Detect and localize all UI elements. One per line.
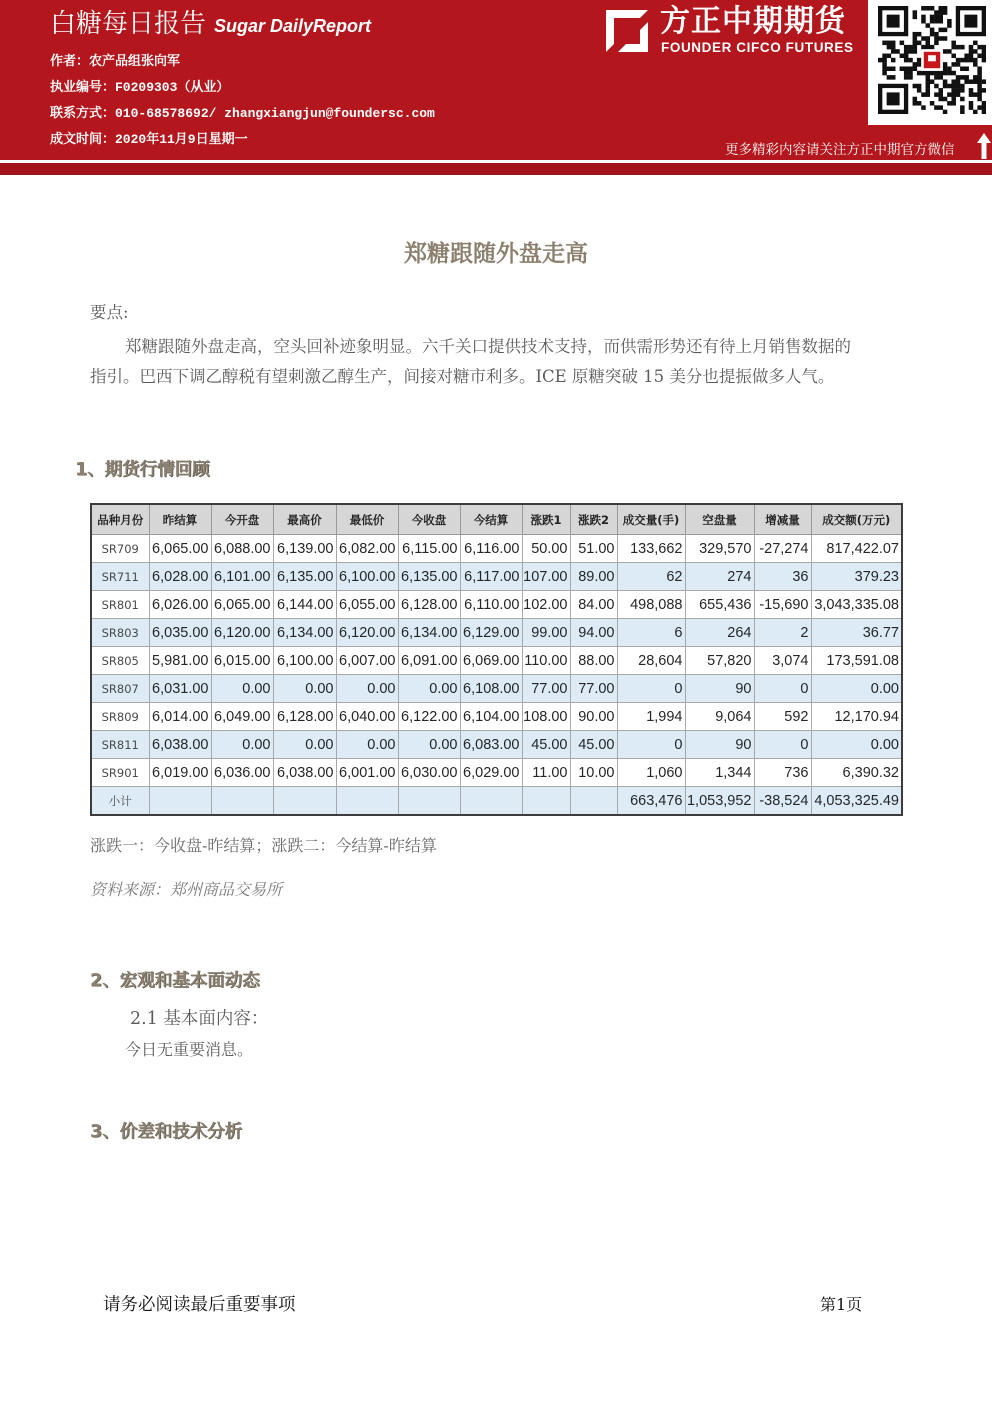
report-title-cn: 白糖每日报告 <box>50 9 207 39</box>
table-cell: 6,100.00 <box>336 563 398 591</box>
table-cell: 0.00 <box>211 731 273 759</box>
subtotal-cell <box>570 787 617 816</box>
table-row <box>91 675 902 703</box>
column-header: 增减量 <box>754 504 811 535</box>
table-cell: 6,035.00 <box>149 619 211 647</box>
table-cell: 6,029.00 <box>460 759 522 787</box>
table-cell: 1,994 <box>617 703 685 731</box>
column-header: 昨结算 <box>149 504 211 535</box>
table-cell: 0.00 <box>211 675 273 703</box>
keypoints-line-2: 指引。巴西下调乙醇税有望刺激乙醇生产，间接对糖市利多。ICE 原糖突破 15 美分也提振做多人气。 <box>90 367 835 386</box>
contract-cell: SR711 <box>91 563 149 591</box>
section-2-1-title: 2.1 基本面内容： <box>130 1009 269 1029</box>
table-cell: 94.00 <box>570 619 617 647</box>
table-cell: 36 <box>754 563 811 591</box>
footer-disclaimer: 请务必阅读最后重要事项 <box>103 1295 296 1315</box>
table-cell: 6,101.00 <box>211 563 273 591</box>
subtotal-cell: 4,053,325.49 <box>811 787 902 816</box>
table-cell: 6,108.00 <box>460 675 522 703</box>
column-header: 今结算 <box>460 504 522 535</box>
table-cell: 6,122.00 <box>398 703 460 731</box>
table-cell: 6,390.32 <box>811 759 902 787</box>
table-cell: -27,274 <box>754 535 811 563</box>
table-cell: 6,007.00 <box>336 647 398 675</box>
table-cell: 77.00 <box>570 675 617 703</box>
column-header: 成交额(万元) <box>811 504 902 535</box>
table-cell: 6,001.00 <box>336 759 398 787</box>
subtotal-label: 小计 <box>91 787 149 816</box>
column-header: 今收盘 <box>398 504 460 535</box>
futures-quote-table <box>90 503 903 816</box>
table-cell: 89.00 <box>570 563 617 591</box>
table-cell: 6,082.00 <box>336 535 398 563</box>
table-cell: 36.77 <box>811 619 902 647</box>
subtotal-cell <box>460 787 522 816</box>
table-cell: 6,065.00 <box>149 535 211 563</box>
table-cell: 6 <box>617 619 685 647</box>
contract-cell: SR801 <box>91 591 149 619</box>
contract-cell: SR803 <box>91 619 149 647</box>
table-cell: 6,134.00 <box>398 619 460 647</box>
column-header: 今开盘 <box>211 504 273 535</box>
table-cell: -15,690 <box>754 591 811 619</box>
table-cell: 6,019.00 <box>149 759 211 787</box>
founder-logo-icon <box>603 7 651 55</box>
arrow-up-icon <box>976 132 992 160</box>
contact-line: 联系方式：010-68578692/ zhangxiangjun@foundersc.com <box>50 106 435 121</box>
table-cell: 379.23 <box>811 563 902 591</box>
wechat-follow-note: 更多精彩内容请关注方正中期官方微信 <box>725 142 955 158</box>
table-cell: 3,074 <box>754 647 811 675</box>
subtotal-cell <box>211 787 273 816</box>
table-cell: 736 <box>754 759 811 787</box>
section-2-1-body: 今日无重要消息。 <box>125 1040 254 1059</box>
table-cell: 6,135.00 <box>398 563 460 591</box>
table-cell: 45.00 <box>522 731 570 759</box>
table-cell: 264 <box>685 619 754 647</box>
qr-code-icon <box>878 6 986 114</box>
table-cell: 6,015.00 <box>211 647 273 675</box>
table-cell: 90.00 <box>570 703 617 731</box>
table-cell: 3,043,335.08 <box>811 591 902 619</box>
table-cell: 1,060 <box>617 759 685 787</box>
table-cell: 12,170.94 <box>811 703 902 731</box>
table-cell: 6,117.00 <box>460 563 522 591</box>
table-cell: 50.00 <box>522 535 570 563</box>
table-cell: 6,091.00 <box>398 647 460 675</box>
table-cell: 99.00 <box>522 619 570 647</box>
contract-cell: SR805 <box>91 647 149 675</box>
table-cell: 592 <box>754 703 811 731</box>
page-number: 第1页 <box>820 1295 863 1314</box>
table-cell: 6,026.00 <box>149 591 211 619</box>
table-cell: 6,038.00 <box>149 731 211 759</box>
table-cell: 6,030.00 <box>398 759 460 787</box>
table-cell: 6,055.00 <box>336 591 398 619</box>
table-cell: 6,104.00 <box>460 703 522 731</box>
date-line: 成文时间：2020年11月9日星期一 <box>50 132 248 147</box>
table-cell: 6,110.00 <box>460 591 522 619</box>
column-header: 空盘量 <box>685 504 754 535</box>
table-row <box>91 759 902 787</box>
table-cell: 84.00 <box>570 591 617 619</box>
table-cell: 498,088 <box>617 591 685 619</box>
table-cell: 0 <box>617 731 685 759</box>
contract-cell: SR807 <box>91 675 149 703</box>
table-cell: 6,028.00 <box>149 563 211 591</box>
table-cell: 6,120.00 <box>211 619 273 647</box>
table-cell: 28,604 <box>617 647 685 675</box>
section-3-title: 3、价差和技术分析 <box>90 1122 243 1142</box>
subtotal-cell <box>398 787 460 816</box>
license-line: 执业编号：F0209303（从业） <box>50 80 230 95</box>
table-cell: 0.00 <box>811 731 902 759</box>
table-cell: 6,040.00 <box>336 703 398 731</box>
data-source-note: 资料来源：郑州商品交易所 <box>90 880 283 899</box>
brand-name-cn: 方正中期期货 <box>660 4 846 39</box>
table-cell: 62 <box>617 563 685 591</box>
table-cell: 655,436 <box>685 591 754 619</box>
contract-cell: SR811 <box>91 731 149 759</box>
column-header: 成交量(手) <box>617 504 685 535</box>
table-cell: 6,144.00 <box>273 591 336 619</box>
subtotal-cell: 663,476 <box>617 787 685 816</box>
section-2-title: 2、宏观和基本面动态 <box>90 971 260 991</box>
table-cell: 0 <box>617 675 685 703</box>
table-cell: 2 <box>754 619 811 647</box>
column-header: 最高价 <box>273 504 336 535</box>
section-1-title: 1、期货行情回顾 <box>75 460 210 480</box>
contract-cell: SR901 <box>91 759 149 787</box>
table-cell: 6,128.00 <box>273 703 336 731</box>
contract-cell: SR809 <box>91 703 149 731</box>
qr-code <box>868 0 992 125</box>
table-cell: 6,049.00 <box>211 703 273 731</box>
contract-cell: SR709 <box>91 535 149 563</box>
table-cell: 77.00 <box>522 675 570 703</box>
table-cell: 6,065.00 <box>211 591 273 619</box>
table-cell: 1,344 <box>685 759 754 787</box>
table-cell: 90 <box>685 675 754 703</box>
table-cell: 6,135.00 <box>273 563 336 591</box>
table-cell: 88.00 <box>570 647 617 675</box>
subtotal-cell <box>273 787 336 816</box>
column-header: 最低价 <box>336 504 398 535</box>
report-title <box>50 8 371 42</box>
table-row <box>91 563 902 591</box>
column-header: 涨跌1 <box>522 504 570 535</box>
subtotal-cell <box>522 787 570 816</box>
table-cell: 11.00 <box>522 759 570 787</box>
table-cell: 107.00 <box>522 563 570 591</box>
column-header: 品种月份 <box>91 504 149 535</box>
table-cell: 51.00 <box>570 535 617 563</box>
table-cell: 6,129.00 <box>460 619 522 647</box>
table-cell: 0.00 <box>336 675 398 703</box>
keypoints-label: 要点: <box>90 303 129 322</box>
table-cell: 6,116.00 <box>460 535 522 563</box>
table-cell: 9,064 <box>685 703 754 731</box>
table-row <box>91 591 902 619</box>
table-cell: 6,115.00 <box>398 535 460 563</box>
table-cell: 0.00 <box>336 731 398 759</box>
table-row <box>91 731 902 759</box>
table-cell: 329,570 <box>685 535 754 563</box>
table-cell: 6,038.00 <box>273 759 336 787</box>
table-header <box>91 504 902 535</box>
table-cell: 0.00 <box>398 731 460 759</box>
table-cell: 6,083.00 <box>460 731 522 759</box>
table-cell: 6,139.00 <box>273 535 336 563</box>
table-cell: 6,031.00 <box>149 675 211 703</box>
table-cell: 6,036.00 <box>211 759 273 787</box>
change-definition-note: 涨跌一：今收盘-昨结算；涨跌二：今结算-昨结算 <box>90 836 437 855</box>
subtotal-cell <box>149 787 211 816</box>
subtotal-cell: 1,053,952 <box>685 787 754 816</box>
table-cell: 0.00 <box>273 731 336 759</box>
table-cell: 6,014.00 <box>149 703 211 731</box>
table-cell: 817,422.07 <box>811 535 902 563</box>
table-cell: 6,134.00 <box>273 619 336 647</box>
subtotal-row <box>91 787 902 816</box>
table-cell: 274 <box>685 563 754 591</box>
table-cell: 6,088.00 <box>211 535 273 563</box>
table-cell: 6,128.00 <box>398 591 460 619</box>
table-cell: 173,591.08 <box>811 647 902 675</box>
keypoints-line-1: 郑糖跟随外盘走高，空头回补迹象明显。六千关口提供技术支持，而供需形势还有待上月销售数据的 <box>125 337 851 356</box>
table-header-row <box>91 504 902 535</box>
page-title: 郑糖跟随外盘走高 <box>404 240 588 267</box>
table-cell: 108.00 <box>522 703 570 731</box>
table-row <box>91 647 902 675</box>
table-cell: 5,981.00 <box>149 647 211 675</box>
table-cell: 6,120.00 <box>336 619 398 647</box>
table-cell: 0.00 <box>398 675 460 703</box>
column-header: 涨跌2 <box>570 504 617 535</box>
brand-name-en: FOUNDER CIFCO FUTURES <box>661 40 854 55</box>
table-cell: 0.00 <box>811 675 902 703</box>
subtotal-cell <box>336 787 398 816</box>
table-cell: 10.00 <box>570 759 617 787</box>
table-row <box>91 619 902 647</box>
subtotal-cell: -38,524 <box>754 787 811 816</box>
table-cell: 0 <box>754 675 811 703</box>
table-cell: 45.00 <box>570 731 617 759</box>
table-cell: 102.00 <box>522 591 570 619</box>
author-line: 作者：农产品组张向军 <box>50 54 181 69</box>
report-title-en: Sugar DailyReport <box>214 16 372 36</box>
table-cell: 57,820 <box>685 647 754 675</box>
table-row <box>91 703 902 731</box>
table-row <box>91 535 902 563</box>
table-cell: 0 <box>754 731 811 759</box>
table-body <box>91 535 902 816</box>
table-cell: 6,100.00 <box>273 647 336 675</box>
table-cell: 6,069.00 <box>460 647 522 675</box>
table-cell: 110.00 <box>522 647 570 675</box>
table-cell: 90 <box>685 731 754 759</box>
header-divider <box>0 163 992 175</box>
table-cell: 133,662 <box>617 535 685 563</box>
table-cell: 0.00 <box>273 675 336 703</box>
